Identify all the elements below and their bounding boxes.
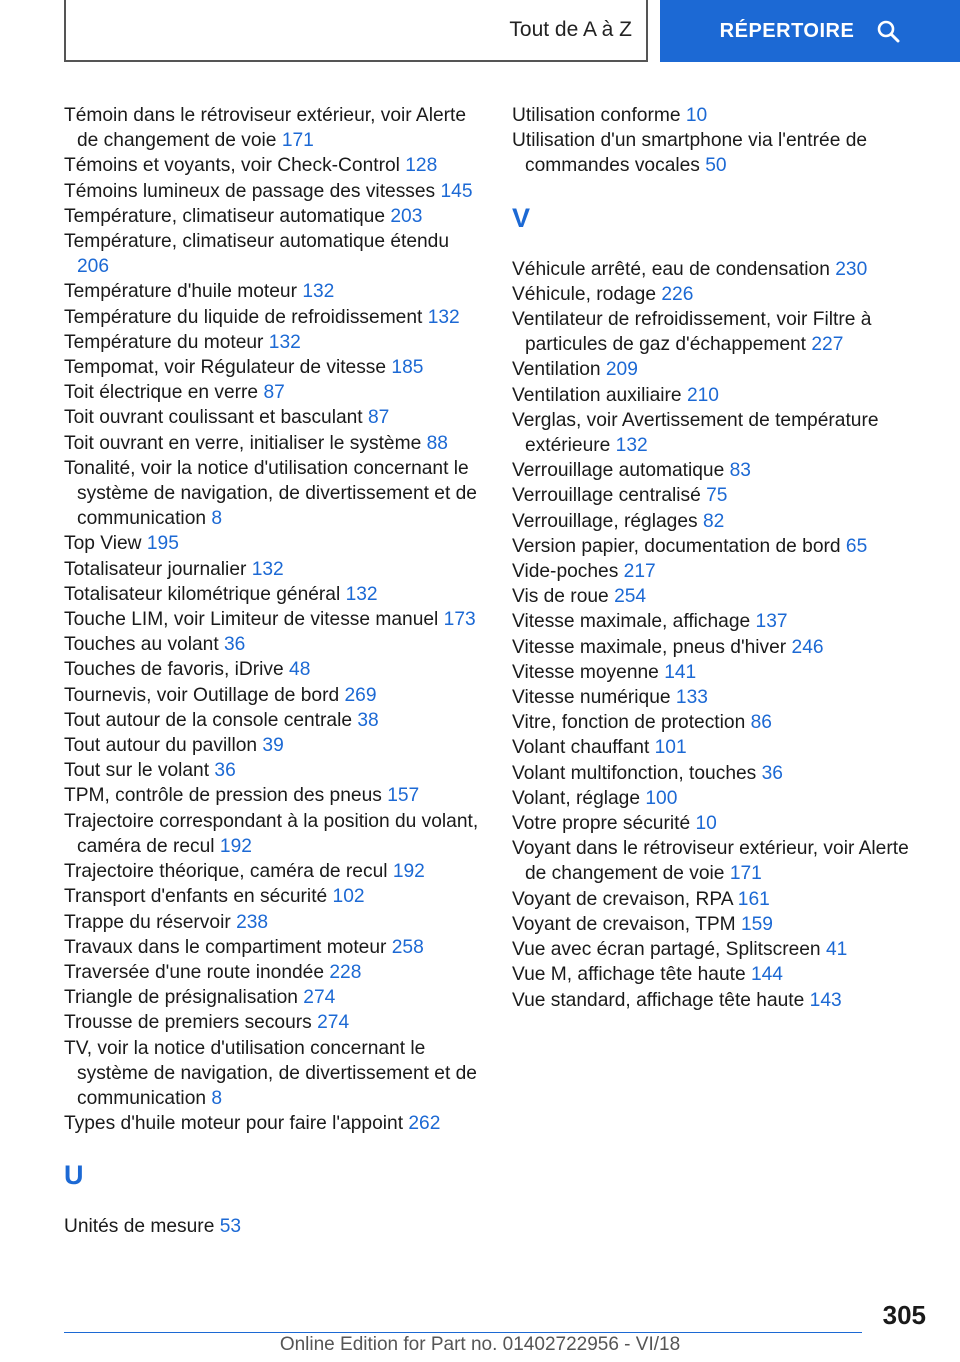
index-entry — [512, 660, 932, 685]
index-entry — [512, 383, 932, 408]
index-entry-page-link[interactable]: 101 — [654, 737, 687, 759]
index-entry — [64, 985, 484, 1010]
index-entry — [64, 960, 484, 985]
index-column-right — [512, 103, 932, 1013]
index-entry — [512, 836, 932, 886]
index-entry-text: TV, voir la notice d'utilisation concernant le système de navigation, de divertissement et de communication — [64, 1037, 477, 1109]
index-entry-text: Température, climatiseur automatique étendu — [64, 231, 450, 253]
index-entry-page-link[interactable]: 87 — [263, 382, 285, 404]
index-entry — [64, 355, 484, 380]
entry-list-v — [512, 257, 932, 1013]
index-entry-page-link[interactable]: 238 — [236, 911, 269, 933]
tab-repertoire[interactable] — [660, 0, 960, 62]
index-entry — [512, 483, 932, 508]
index-entry-text: Transport d'enfants en sécurité — [64, 886, 328, 908]
index-entry-text: Totalisateur journalier — [64, 558, 247, 580]
index-entry-text: Voyant de crevaison, TPM — [512, 913, 736, 935]
index-entry — [512, 458, 932, 483]
index-entry-page-link[interactable]: 65 — [845, 535, 868, 557]
index-entry — [64, 405, 484, 430]
index-entry-page-link[interactable]: 8 — [211, 1087, 223, 1109]
index-entry-text: Vitesse maximale, pneus d'hiver — [512, 636, 787, 658]
index-entry — [512, 761, 932, 786]
index-entry — [512, 786, 932, 811]
index-entry — [64, 1111, 484, 1136]
index-entry-page-link[interactable]: 36 — [214, 760, 236, 782]
index-entry-page-link[interactable]: 192 — [392, 861, 425, 883]
index-entry — [512, 282, 932, 307]
index-entry-page-link[interactable]: 128 — [405, 155, 438, 177]
index-entry-page-link[interactable]: 173 — [443, 609, 476, 631]
index-entry — [64, 859, 484, 884]
index-entry-page-link[interactable]: 100 — [645, 787, 678, 809]
index-entry-text: Trajectoire théorique, caméra de recul — [64, 861, 388, 883]
index-entry — [64, 330, 484, 355]
index-entry — [64, 733, 484, 758]
index-entry-page-link[interactable]: 144 — [750, 964, 783, 986]
index-entry — [64, 1010, 484, 1035]
index-entry-text: Touches au volant — [64, 634, 219, 656]
index-entry — [64, 1214, 484, 1239]
index-entry-page-link[interactable]: 262 — [408, 1113, 441, 1135]
index-entry-page-link[interactable]: 161 — [737, 888, 770, 910]
index-entry — [64, 431, 484, 456]
index-entry-page-link[interactable]: 132 — [615, 435, 648, 457]
index-entry-text: Température du liquide de refroidissement — [64, 306, 423, 328]
index-entry-page-link[interactable]: 210 — [686, 384, 719, 406]
index-entry-page-link[interactable]: 132 — [345, 583, 378, 605]
index-entry-page-link[interactable]: 269 — [344, 684, 377, 706]
index-entry-text: Totalisateur kilométrique général — [64, 583, 341, 605]
entry-list-u-continued — [512, 103, 932, 179]
index-entry — [64, 607, 484, 632]
index-entry-text: Verrouillage, réglages — [512, 510, 698, 532]
index-entry-page-link[interactable]: 254 — [614, 586, 647, 608]
index-entry-text: Volant, réglage — [512, 787, 641, 809]
header — [0, 0, 960, 66]
letter-heading-u: U — [64, 1160, 84, 1191]
index-entry-text: Température, climatiseur automatique — [64, 205, 386, 227]
index-entry — [512, 811, 932, 836]
index-entry — [512, 937, 932, 962]
index-entry-page-link[interactable]: 171 — [281, 130, 314, 152]
index-entry-page-link[interactable]: 195 — [146, 533, 179, 555]
index-entry-page-link[interactable]: 258 — [391, 936, 424, 958]
index-entry — [64, 229, 484, 279]
letter-heading-v: V — [512, 202, 531, 233]
index-entry-page-link[interactable]: 132 — [251, 558, 284, 580]
tab-tout-de-a-a-z[interactable] — [64, 0, 648, 62]
index-entry-text: Utilisation d'un smartphone via l'entrée de commandes vocales — [512, 130, 868, 177]
index-entry-text: Touche LIM, voir Limiteur de vitesse manuel — [64, 609, 439, 631]
index-entry-page-link[interactable]: 141 — [664, 661, 697, 683]
index-entry-text: Vitesse moyenne — [512, 661, 659, 683]
index-entry-page-link[interactable]: 36 — [224, 634, 246, 656]
index-entry-page-link[interactable]: 145 — [440, 180, 473, 202]
index-entry-text: Vue standard, affichage tête haute — [512, 989, 805, 1011]
index-entry-text: Tournevis, voir Outillage de bord — [64, 684, 340, 706]
footer-edition-text: Online Edition for Part no. 01402722956 - VI/18 — [279, 1334, 681, 1355]
index-entry-page-link[interactable]: 217 — [623, 561, 656, 583]
index-entry-text: Trousse de premiers secours — [64, 1012, 312, 1034]
index-entry-text: Véhicule arrêté, eau de condensation — [512, 258, 830, 280]
index-entry-text: Témoins lumineux de passage des vitesses — [64, 180, 436, 202]
index-entry-page-link[interactable]: 88 — [426, 432, 448, 454]
index-entry-page-link[interactable]: 274 — [317, 1012, 350, 1034]
index-entry — [512, 988, 932, 1013]
index-entry-page-link[interactable]: 209 — [605, 359, 638, 381]
index-entry-page-link[interactable]: 206 — [77, 256, 110, 278]
index-entry — [64, 204, 484, 229]
index-entry — [64, 279, 484, 304]
index-entry-text: Verrouillage automatique — [512, 460, 725, 482]
index-column-left — [64, 103, 484, 1240]
index-entry-text: Volant chauffant — [512, 737, 650, 759]
index-entry-text: Touches de favoris, iDrive — [64, 659, 284, 681]
page-number: 305 — [882, 1300, 926, 1330]
search-icon[interactable] — [876, 19, 900, 43]
index-entry-text: Verrouillage centralisé — [512, 485, 701, 507]
index-entry-text: Véhicule, rodage — [512, 283, 657, 305]
index-entry — [64, 809, 484, 859]
index-entry — [512, 307, 932, 357]
index-entry — [512, 509, 932, 534]
index-entry-page-link[interactable]: 39 — [262, 735, 284, 757]
index-entry — [512, 128, 932, 178]
index-entry-page-link[interactable]: 36 — [761, 762, 783, 784]
index-entry — [64, 884, 484, 909]
index-entry-page-link[interactable]: 192 — [219, 835, 252, 857]
index-entry-text: Tout autour de la console centrale — [64, 709, 352, 731]
index-entry-page-link[interactable]: 133 — [675, 687, 708, 709]
index-entry-page-link[interactable]: 230 — [835, 258, 868, 280]
index-entry-page-link[interactable]: 157 — [387, 785, 420, 807]
index-entry — [64, 683, 484, 708]
index-entry-text: Toit ouvrant coulissant et basculant — [64, 407, 363, 429]
index-entry — [512, 559, 932, 584]
index-entry-page-link[interactable]: 10 — [695, 813, 717, 835]
index-entry-page-link[interactable]: 41 — [825, 939, 848, 961]
index-entry-page-link[interactable]: 53 — [219, 1216, 242, 1238]
index-entry — [64, 1036, 484, 1112]
index-entry-text: TPM, contrôle de pression des pneus — [64, 785, 382, 807]
index-entry — [512, 912, 932, 937]
index-entry — [64, 153, 484, 178]
footer-divider — [64, 1332, 862, 1333]
index-entry-text: Trajectoire correspondant à la position du volant, caméra de recul — [64, 810, 479, 857]
index-entry-page-link[interactable]: 8 — [211, 508, 223, 530]
index-entry-text: Témoin dans le rétroviseur extérieur, voir Alerte de changement de voie — [64, 105, 467, 152]
index-entry-page-link[interactable]: 87 — [368, 407, 390, 429]
index-entry — [64, 783, 484, 808]
index-entry-text: Tonalité, voir la notice d'utilisation concernant le système de navigation, de divertissement et de communication — [64, 457, 477, 530]
index-entry-text: Votre propre sécurité — [512, 813, 691, 835]
index-entry — [64, 305, 484, 330]
index-entry — [512, 887, 932, 912]
index-entry-page-link[interactable]: 227 — [811, 334, 844, 356]
index-entry-page-link[interactable]: 102 — [332, 886, 365, 908]
index-entry-text: Tout sur le volant — [64, 760, 210, 782]
index-entry — [64, 380, 484, 405]
index-entry-text: Tempomat, voir Régulateur de vitesse — [64, 357, 387, 379]
index-entry-text: Vue avec écran partagé, Splitscreen — [512, 939, 821, 961]
index-entry — [512, 257, 932, 282]
tab-repertoire-label: RÉPERTOIRE — [719, 19, 855, 42]
entry-list-t — [64, 103, 484, 1136]
index-entry-page-link[interactable]: 83 — [729, 460, 751, 482]
index-entry-text: Triangle de présignalisation — [64, 987, 298, 1009]
index-entry-text: Vue M, affichage tête haute — [512, 964, 746, 986]
index-entry — [512, 635, 932, 660]
index-entry-page-link[interactable]: 132 — [268, 331, 301, 353]
index-entry-page-link[interactable]: 132 — [302, 281, 335, 303]
index-entry-text: Vitesse maximale, affichage — [512, 611, 751, 633]
index-entry-page-link[interactable]: 203 — [390, 205, 423, 227]
index-entry — [64, 910, 484, 935]
index-entry — [64, 935, 484, 960]
tab-atoz-label: Tout de A à Z — [509, 18, 632, 41]
index-entry-text: Température d'huile moteur — [64, 281, 297, 303]
index-entry-page-link[interactable]: 228 — [329, 961, 362, 983]
index-entry — [512, 735, 932, 760]
index-entry-page-link[interactable]: 132 — [427, 306, 460, 328]
index-entry-page-link[interactable]: 274 — [303, 987, 336, 1009]
index-entry-text: Toit électrique en verre — [64, 382, 259, 404]
index-entry-text: Verglas, voir Avertissement de température extérieure — [512, 409, 879, 457]
index-entry-text: Trappe du réservoir — [64, 911, 231, 933]
index-entry-text: Unités de mesure — [64, 1216, 215, 1238]
index-entry-text: Vitesse numérique — [512, 687, 671, 709]
index-entry-page-link[interactable]: 137 — [755, 611, 788, 633]
index-entry — [512, 609, 932, 634]
index-entry-text: Voyant de crevaison, RPA — [512, 888, 733, 910]
index-entry — [64, 708, 484, 733]
index-entry — [512, 685, 932, 710]
index-entry-text: Travaux dans le compartiment moteur — [64, 936, 387, 958]
index-entry-text: Volant multifonction, touches — [512, 762, 757, 784]
index-entry — [512, 534, 932, 559]
index-entry — [512, 408, 932, 458]
index-entry-page-link[interactable]: 226 — [661, 283, 694, 305]
index-entry-text: Ventilation auxiliaire — [512, 384, 682, 406]
index-entry-page-link[interactable]: 159 — [740, 913, 773, 935]
index-entry — [512, 357, 932, 382]
index-entry-page-link[interactable]: 50 — [705, 155, 727, 177]
index-entry-page-link[interactable]: 143 — [809, 989, 842, 1011]
index-entry-page-link[interactable]: 171 — [729, 863, 762, 885]
index-entry-page-link[interactable]: 86 — [750, 712, 772, 734]
index-entry — [512, 103, 932, 128]
index-entry-page-link[interactable]: 246 — [791, 636, 824, 658]
index-entry — [64, 456, 484, 532]
index-entry-page-link[interactable]: 185 — [391, 357, 424, 379]
index-entry — [64, 632, 484, 657]
index-entry-text: Traversée d'une route inondée — [64, 961, 325, 983]
index-entry-text: Vis de roue — [512, 586, 609, 608]
index-entry-page-link[interactable]: 82 — [702, 510, 725, 532]
index-entry-text: Types d'huile moteur pour faire l'appoint — [64, 1113, 404, 1135]
index-entry — [512, 710, 932, 735]
index-entry-page-link[interactable]: 10 — [685, 105, 708, 126]
index-entry-text: Utilisation conforme — [512, 105, 681, 126]
index-entry-text: Témoins et voyants, voir Check-Control — [64, 155, 400, 177]
index-entry — [64, 179, 484, 204]
index-entry — [64, 657, 484, 682]
index-entry-text: Température du moteur — [64, 331, 264, 353]
index-entry — [64, 103, 484, 153]
index-entry — [64, 582, 484, 607]
index-entry-text: Top View — [64, 533, 142, 555]
index-entry-page-link[interactable]: 38 — [357, 709, 379, 731]
entry-list-u — [64, 1214, 484, 1239]
index-entry-text: Toit ouvrant en verre, initialiser le système — [64, 432, 422, 454]
index-entry — [64, 531, 484, 556]
index-entry — [64, 557, 484, 582]
index-entry — [512, 962, 932, 987]
index-entry-text: Ventilation — [512, 359, 601, 381]
index-entry — [64, 758, 484, 783]
index-entry-page-link[interactable]: 75 — [706, 485, 728, 507]
index-entry — [512, 584, 932, 609]
index-entry-text: Vitre, fonction de protection — [512, 712, 746, 734]
index-entry-text: Ventilateur de refroidissement, voir Filtre à particules de gaz d'échappement — [512, 309, 872, 356]
index-entry-page-link[interactable]: 48 — [289, 659, 311, 681]
index-entry-text: Tout autour du pavillon — [64, 735, 258, 757]
index-entry-text: Version papier, documentation de bord — [512, 535, 841, 557]
index-entry-text: Vide-poches — [512, 561, 619, 583]
index-entry-text: Voyant dans le rétroviseur extérieur, voir Alerte de changement de voie — [512, 838, 909, 885]
